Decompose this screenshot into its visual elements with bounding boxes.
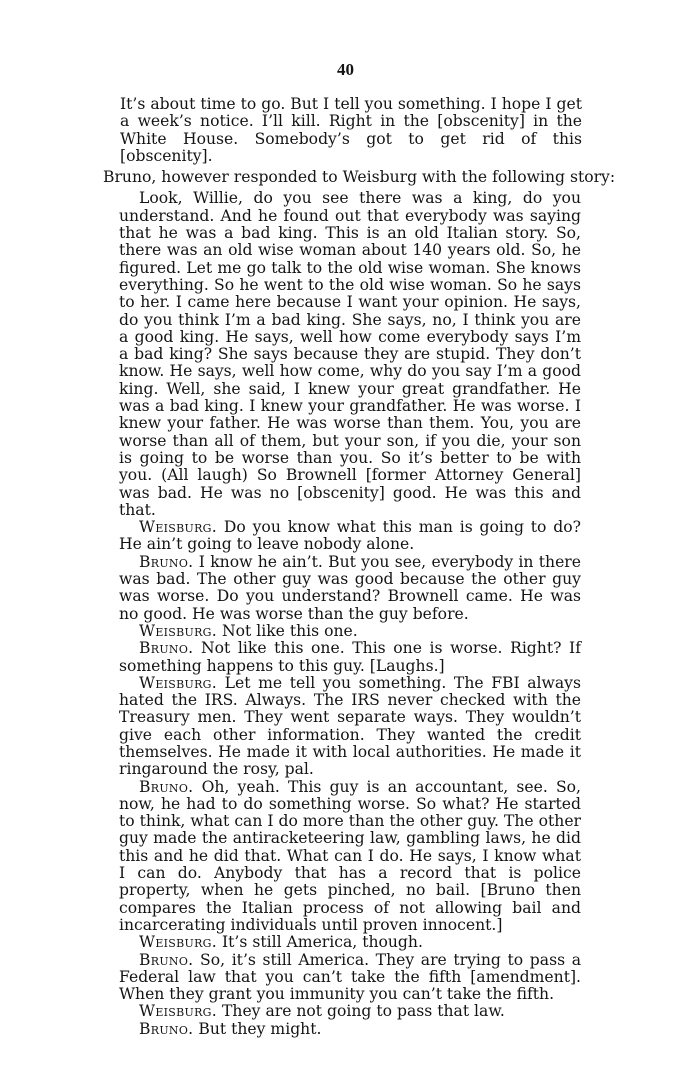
speaker-name: Weisburg. — [139, 518, 218, 537]
speaker-name: Bruno. — [139, 1019, 194, 1038]
dialogue-text: It’s still America, though. — [222, 933, 423, 952]
dialogue-text: Oh, yeah. This guy is an accountant, see. So, now, he had to do something worse. So what? He started to think, what can I do more than the other guy. The other guy made the antiracketeering law, gambling laws, he did this and he did that. What can I do. He says, I know what I can do. Anybody that has a record that is police property, when he gets pinched, no bail. [Bruno then compares the Italian process of not allowing bail and incarcerating individuals until proven innocent.] — [119, 777, 581, 934]
dialogue-text: Not like this one. This one is worse. Right? If something happens to this guy. [Laughs.] — [119, 639, 581, 675]
page-body — [0, 96, 691, 1038]
speaker-name: Weisburg. — [139, 1002, 218, 1021]
dialogue-paragraph — [119, 190, 581, 519]
speaker-name: Bruno. — [139, 950, 194, 969]
dialogue-text: Not like this one. — [222, 621, 358, 640]
dialogue-text: Do you know what this man is going to do? He ain’t going to leave nobody alone. — [119, 518, 582, 554]
dialogue-paragraph — [119, 640, 581, 675]
dialogue-paragraph — [119, 519, 581, 554]
page-number: 40 — [337, 60, 354, 79]
dialogue-paragraph — [119, 623, 581, 640]
speaker-name: Weisburg. — [139, 621, 218, 640]
dialogue-paragraph — [119, 934, 581, 951]
dialogue-paragraph — [119, 1003, 581, 1020]
dialogue-text: So, it’s still America. They are trying to pass a Federal law that you can’t take the fifth [amendment]. When they grant you immunity you can’t take the fifth. — [119, 950, 581, 1004]
speaker-name: Bruno. — [139, 639, 194, 658]
dialogue-text: But they might. — [198, 1019, 322, 1038]
dialogue-paragraph — [119, 675, 581, 779]
speaker-name: Weisburg. — [139, 673, 218, 692]
dialogue-text: Let me tell you something. The FBI always hated the IRS. Always. The IRS never checked with the Treasury men. They went separate ways. They wouldn’t give each other information. They wanted the credit themselves. He made it with local authorities. He made it ringaround the rosy, pal. — [119, 673, 581, 779]
dialogue-paragraph — [119, 1021, 581, 1038]
dialogue-transcript — [0, 190, 691, 1038]
dialogue-text: They are not going to pass that law. — [222, 1002, 505, 1021]
dialogue-text: Look, Willie, do you see there was a king, do you understand. And he found out that everybody was saying that he was a bad king. This is an old Italian story. So, there was an old wise woman about 140 years old. So, he figured. Let me go talk to the old wise woman. She knows everything. So he went to the old wise woman. So he says to her. I came here because I want your opinion. He says, do you think I’m a bad king. She says, no, I think you are a good king. He says, well how come everybody says I’m a bad king? She says because they are stupid. They don’t know. He says, well how come, why do you say I’m a good king. Well, she said, I knew your great grandfather. He was a bad king. I knew your grandfather. He was worse. I knew your father. He was worse than them. You, you are worse than all of them, but your son, if you die, your son is going to be worse than you. So it’s better to be with you. (All laugh) So Brownell [former Attorney General] was bad. He was no [obscenity] good. He was this and that. — [119, 189, 581, 519]
speaker-name: Weisburg. — [139, 933, 218, 952]
intro-paragraph: Bruno, however responded to Weisburg with the following story: — [103, 168, 616, 187]
quoted-passage: It’s about time to go. But I tell you something. I hope I get a week’s notice. I’ll kill. Right in the [obscenity] in the White House. Somebody’s got to get rid of this [obscenity]. — [120, 95, 582, 165]
speaker-name: Bruno. — [139, 552, 194, 571]
dialogue-paragraph — [119, 554, 581, 623]
dialogue-paragraph — [119, 952, 581, 1004]
dialogue-paragraph — [119, 779, 581, 935]
dialogue-text: I know he ain’t. But you see, everybody in there was bad. The other guy was good because the other guy was worse. Do you understand? Brownell came. He was no good. He was worse than the guy before. — [119, 552, 581, 623]
speaker-name: Bruno. — [139, 777, 194, 796]
